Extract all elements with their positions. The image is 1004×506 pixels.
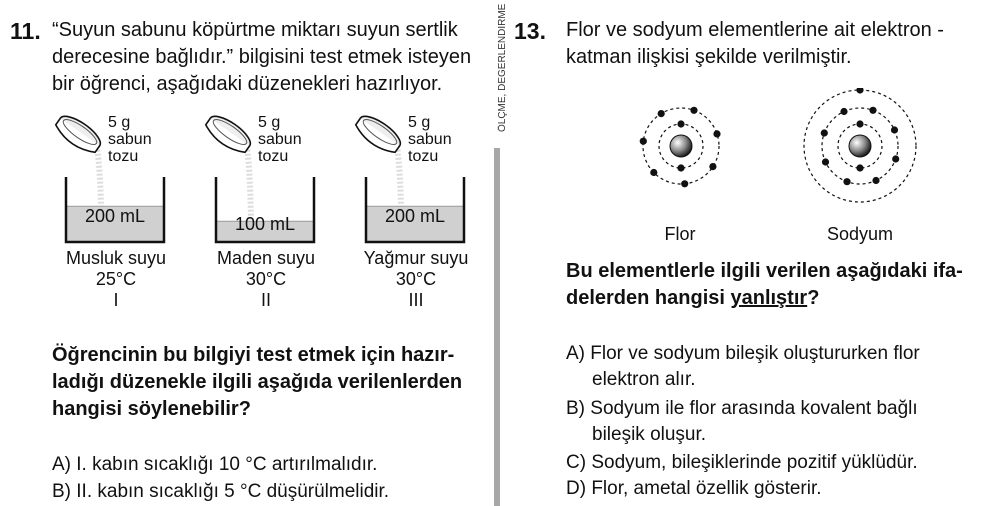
column-divider (494, 148, 500, 506)
soap-label: 5 g sabun tozu (108, 114, 152, 165)
electron (843, 178, 850, 185)
nucleus (670, 135, 692, 157)
setup-2 (196, 112, 341, 322)
question-11-prompt: Öğrencinin bu bilgiyi test etmek için hazır- ladığı düzenekle ilgili aşağıda verilenlerden hangisi söylenebilir? (52, 344, 463, 420)
setup-info (346, 248, 486, 311)
setup-temp: 25°C (95, 269, 137, 289)
setup-temp: 30°C (395, 269, 437, 289)
setup-info (46, 248, 186, 311)
setup-water: Maden suyu (216, 248, 316, 268)
side-label: ÖLÇME, DEĞERLENDİRME (497, 3, 508, 132)
electron (869, 107, 876, 114)
question-13-number: 13. (514, 18, 546, 44)
question-13-prompt: Bu elementlerle ilgili verilen aşağıdaki ifa- delerden hangisi yanlıştır? (566, 260, 963, 309)
electron (891, 126, 898, 133)
electron (640, 138, 647, 145)
electron (872, 177, 879, 184)
volume-label: 200 mL (84, 206, 146, 226)
electron (856, 88, 863, 94)
question-13-option-b[interactable]: B) Sodyum ile flor arasında kovalent bağlı bileşik oluşur. (566, 398, 918, 445)
setup-roman: I (113, 290, 119, 310)
question-11-option-a[interactable]: A) I. kabın sıcaklığı 10 °C artırılmalıdır. (52, 454, 378, 475)
setup-1 (46, 112, 191, 322)
question-13-option-c[interactable]: C) Sodyum, bileşiklerinde pozitif yüklüdür. (566, 452, 918, 473)
electron (677, 164, 684, 171)
nucleus (849, 135, 871, 157)
electron (892, 155, 899, 162)
question-13-option-d[interactable]: D) Flor, ametal özellik gösterir. (566, 478, 822, 499)
electron (650, 169, 657, 176)
setup-water: Musluk suyu (65, 248, 167, 268)
setup-temp: 30°C (245, 269, 287, 289)
setup-water: Yağmur suyu (363, 248, 469, 268)
atom-label-sodyum: Sodyum (826, 224, 894, 244)
electron (840, 108, 847, 115)
electron (709, 163, 716, 170)
electron (690, 107, 697, 114)
electron (658, 110, 665, 117)
electron (856, 120, 863, 127)
question-11-number: 11. (10, 18, 41, 44)
electron (713, 130, 720, 137)
question-13-option-a[interactable]: A) Flor ve sodyum bileşik oluştururken flor elektron alır. (566, 343, 920, 390)
electron (856, 164, 863, 171)
setup-3 (346, 112, 491, 322)
volume-label: 200 mL (384, 206, 446, 226)
setup-roman: II (260, 290, 271, 310)
atom-diagrams (620, 88, 920, 206)
electron (677, 120, 684, 127)
setup-info (196, 248, 336, 311)
atom-label-flor: Flor (664, 224, 696, 244)
electron (821, 129, 828, 136)
electron (681, 180, 688, 187)
electron (822, 158, 829, 165)
setup-roman: III (408, 290, 424, 310)
question-13-stem: Flor ve sodyum elementlerine ait elektron - katman ilişkisi şekilde verilmiştir. (566, 19, 944, 68)
soap-label: 5 g sabun tozu (408, 114, 452, 165)
soap-label: 5 g sabun tozu (258, 114, 302, 165)
question-11-stem: “Suyun sabunu köpürtme miktarı suyun sertlik derecesine bağlıdır.” bilgisini test etmek isteyen bir öğrenci, aşağıdaki düzenekleri hazırlıyor. (52, 19, 472, 95)
question-11-option-b[interactable]: B) II. kabın sıcaklığı 5 °C düşürülmelidir. (52, 481, 390, 502)
volume-label: 100 mL (234, 214, 296, 234)
